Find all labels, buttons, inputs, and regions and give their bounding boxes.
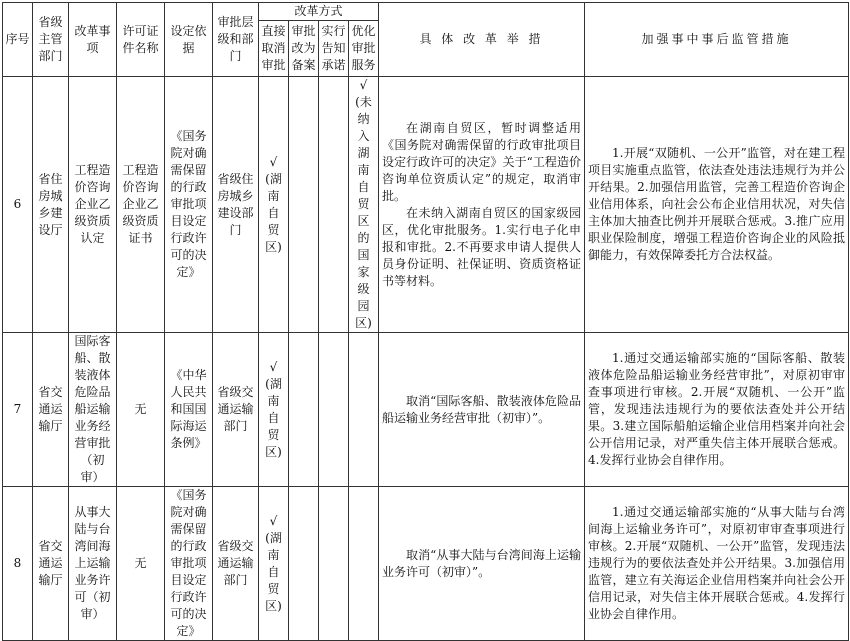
row-record [289,77,319,333]
row-notify [319,487,349,641]
row-record [289,333,319,487]
row-level: 省级住房城乡建设部门 [213,77,259,333]
row-notify [319,333,349,487]
row-cert: 无 [117,487,165,641]
header-dept: 省级主管部门 [33,3,69,77]
table-row [3,333,849,487]
row-basis: 《国务院对确需保留的行政审批项目设定行政许可的决定》 [165,77,213,333]
header-supervision: 加强事中事后监管措施 [585,3,849,77]
row-seq: 6 [3,77,33,333]
header-optimize: 优化审批服务 [349,21,379,77]
header-reform-group: 改革方式 [259,3,379,21]
row-seq: 7 [3,333,33,487]
table-row [3,77,849,333]
row-dept: 省交通运输厅 [33,487,69,641]
row-cert: 工程造价咨询企业乙级资质证书 [117,77,165,333]
header-seq: 序号 [3,3,33,77]
header-basis: 设定依据 [165,3,213,77]
row-measures [379,77,585,333]
row-record [289,487,319,641]
row-cert: 无 [117,333,165,487]
row-cancel: √(湖南自贸区) [259,333,289,487]
table-row [3,487,849,641]
row-measures: 取消“从事大陆与台湾间海上运输业务许可（初审）”。 [379,487,585,641]
row-supervision: 1.通过交通运输部实施的“从事大陆与台湾间海上运输业务许可”，对原初审审查事项进行审核。2.开展“双随机、一公开”监管，发现违法违规行为的要依法查处并公开结果。3.加强信用监管，建立有关海运企业信用档案并向社会公开信用记录，对失信主体开展联合惩戒。4.发挥行业协会自律作用。 [585,487,849,641]
row-level: 省级交通运输部门 [213,487,259,641]
header-record: 审批改为备案 [289,21,319,77]
header-item: 改革事项 [69,3,117,77]
row-optimize: √(未纳入湖南自贸区的国家级园区) [349,77,379,333]
row-dept: 省交通运输厅 [33,333,69,487]
row-optimize [349,487,379,641]
row-dept: 省住房城乡建设厅 [33,77,69,333]
row-item: 工程造价咨询企业乙级资质认定 [69,77,117,333]
row-item: 从事大陆与台湾间海上运输业务许可（初审） [69,487,117,641]
row-measures-p2: 在未纳入湖南自贸区的国家级园区，优化审批服务。1.实行电子化申报和审批。2.不再要求申请人提供人员身份证明、社保证明、资质资格证书等材料。 [382,205,582,288]
row-seq: 8 [3,487,33,641]
row-supervision: 1.开展“双随机、一公开”监管，对在建工程项目实施重点监管，依法查处违法违规行为并公开结果。2.加强信用监管，完善工程造价咨询企业信用体系，向社会公布企业信用状况，对失信主体加大抽查比例并开展联合惩戒。3.推广应用职业保险制度，增强工程造价咨询企业的风险抵御能力，有效保障委托方合法权益。 [585,77,849,333]
header-measures: 具 体 改 革 举 措 [379,3,585,77]
reform-table [2,2,849,641]
row-basis: 《中华人民共和国国际海运条例》 [165,333,213,487]
header-level: 审批层级和部门 [213,3,259,77]
row-basis: 《国务院对确需保留的行政审批项目设定行政许可的决定》 [165,487,213,641]
header-cancel: 直接取消审批 [259,21,289,77]
row-supervision: 1.通过交通运输部实施的“国际客船、散装液体危险品船运输业务经营审批”，对原初审审查事项进行审核。2.开展“双随机、一公开”监管，发现违法违规行为的要依法查处并公开结果。3.建立国际船舶运输企业信用档案并向社会公开信用记录，对严重失信主体开展联合惩戒。4.发挥行业协会自律作用。 [585,333,849,487]
header-cert: 许可证件名称 [117,3,165,77]
header-notify: 实行告知承诺 [319,21,349,77]
row-optimize [349,333,379,487]
row-item: 国际客船、散装液体危险品船运输业务经营审批（初审） [69,333,117,487]
row-measures-p1: 在湖南自贸区，暂时调整适用《国务院对确需保留的行政审批项目设定行政许可的决定》关于“工程造价咨询单位资质认定”的规定，取消审批。 [382,120,582,203]
row-cancel: √(湖南自贸区) [259,487,289,641]
row-level: 省级交通运输部门 [213,333,259,487]
row-measures: 取消“国际客船、散装液体危险品船运输业务经营审批（初审）”。 [379,333,585,487]
row-notify [319,77,349,333]
row-cancel: √(湖南自贸区) [259,77,289,333]
